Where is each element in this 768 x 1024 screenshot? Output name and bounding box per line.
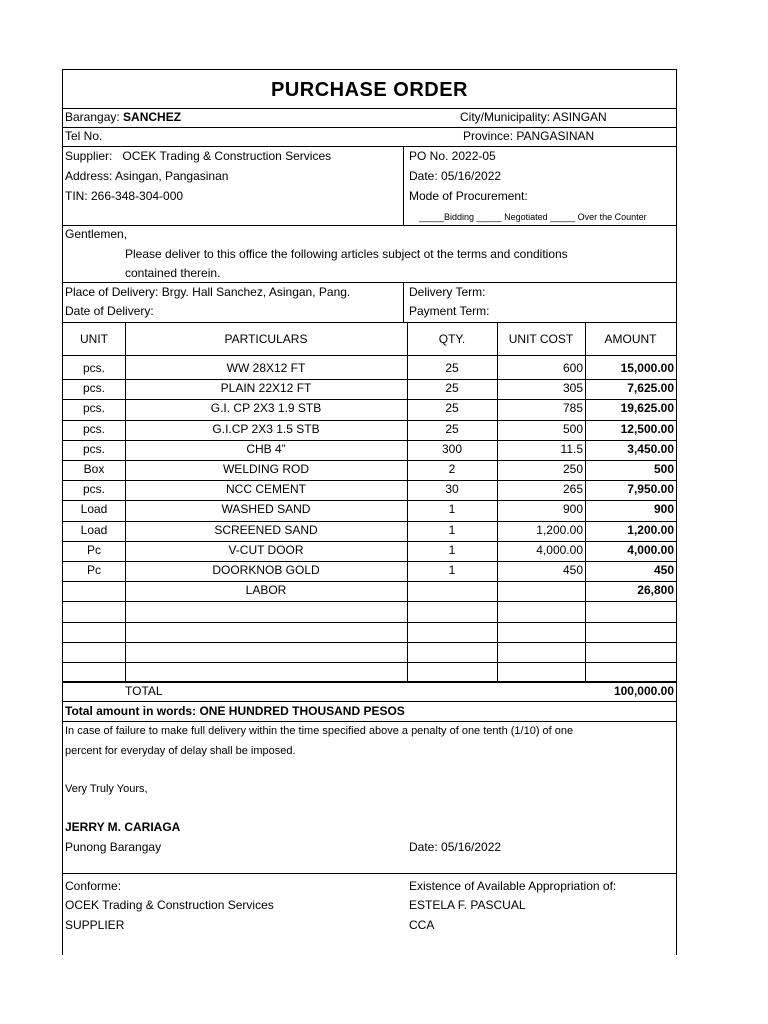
cell-qty: 1	[448, 563, 456, 577]
divider	[63, 127, 676, 128]
city-field: City/Municipality: ASINGAN	[460, 110, 607, 124]
date-of-delivery: Date of Delivery:	[65, 304, 154, 318]
conforme-company: OCEK Trading & Construction Services	[65, 898, 274, 912]
appropriation-label: Existence of Available Appropriation of:	[409, 879, 617, 893]
barangay-field	[65, 110, 181, 124]
cell-amount: 7,950.00	[627, 482, 674, 497]
salutation: Gentlemen,	[65, 227, 128, 241]
cell-cost: 250	[562, 462, 583, 476]
divider	[63, 146, 676, 147]
cell-unit: Pc	[86, 563, 101, 577]
procurement-mode-label: Mode of Procurement:	[409, 189, 528, 203]
cell-amount: 26,800	[637, 583, 674, 598]
cell-amount: 500	[653, 462, 674, 476]
supplier-label: Supplier:	[65, 149, 113, 163]
cell-item: CHB 4”	[246, 441, 286, 456]
cell-unit: Box	[83, 462, 105, 476]
cell-item: WASHED SAND	[221, 502, 311, 517]
cell-unit: pcs.	[82, 381, 105, 396]
signatory-title: Punong Barangay	[65, 840, 162, 854]
cell-qty: 1	[448, 542, 456, 557]
cell-unit: Pc	[86, 542, 101, 557]
province-field: Province: PANGASINAN	[463, 129, 595, 143]
penalty-clause-line-2: percent for everyday of delay shall be imposed.	[65, 745, 296, 757]
po-number: PO No. 2022-05	[409, 149, 496, 163]
cell-qty: 300	[441, 441, 463, 456]
delivery-term: Delivery Term:	[409, 285, 486, 299]
cell-qty: 25	[445, 381, 459, 396]
cell-unit: Load	[80, 522, 108, 537]
cell-item: G.I. CP 2X3 1.9 STB	[210, 401, 322, 416]
barangay-value: SANCHEZ	[123, 110, 182, 124]
divider	[63, 108, 676, 109]
column-header-unit-cost: UNIT COST	[508, 332, 574, 346]
cell-item: DOORKNOB GOLD	[212, 563, 320, 577]
appropriation-officer-title: CCA	[409, 918, 435, 932]
cell-amount: 12,500.00	[620, 421, 674, 436]
cell-unit: pcs.	[82, 401, 105, 416]
payment-term: Payment Term:	[409, 304, 490, 318]
divider	[403, 146, 404, 225]
appropriation-officer: ESTELA F. PASCUAL	[409, 898, 526, 912]
tel-field: Tel No.	[65, 129, 103, 143]
signatory-date: Date: 05/16/2022	[409, 840, 502, 854]
cell-qty: 25	[445, 361, 459, 375]
cell-cost: 500	[562, 421, 583, 436]
closing: Very Truly Yours,	[65, 783, 148, 795]
conforme-role: SUPPLIER	[65, 918, 125, 932]
cell-cost: 785	[562, 401, 583, 416]
amount-in-words: Total amount in words: ONE HUNDRED THOUSAND PESOS	[65, 704, 405, 718]
signatory-name: JERRY M. CARIAGA	[65, 820, 181, 834]
column-header-particulars: PARTICULARS	[224, 332, 308, 346]
cell-amount: 900	[653, 502, 674, 517]
cell-amount: 4,000.00	[627, 542, 674, 557]
cell-amount: 1,200.00	[627, 522, 674, 537]
cell-unit: pcs.	[82, 361, 105, 375]
cell-amount: 3,450.00	[627, 441, 674, 456]
cell-amount: 19,625.00	[620, 401, 674, 416]
column-header-qty: QTY.	[438, 332, 466, 346]
supplier-field	[65, 149, 331, 163]
cell-item: PLAIN 22X12 FT	[220, 381, 312, 396]
procurement-options: _____Bidding _____ Negotiated _____ Over the Counter	[419, 212, 647, 222]
cell-cost: 1,200.00	[536, 522, 583, 537]
cell-item: WELDING ROD	[222, 462, 309, 476]
cell-unit: pcs.	[82, 421, 105, 436]
conforme-label: Conforme:	[65, 879, 122, 893]
cell-unit: pcs.	[82, 441, 105, 456]
divider	[403, 282, 404, 322]
cell-cost: 305	[562, 381, 583, 396]
cell-unit: Load	[80, 502, 108, 517]
divider	[63, 721, 676, 722]
page-title: PURCHASE ORDER	[270, 79, 469, 101]
po-date: Date: 05/16/2022	[409, 169, 502, 183]
divider	[63, 282, 676, 283]
cell-cost: 265	[562, 482, 583, 497]
column-header-amount: AMOUNT	[604, 332, 657, 346]
cell-item: LABOR	[245, 583, 287, 598]
divider	[63, 225, 676, 226]
barangay-label: Barangay:	[65, 110, 120, 124]
cell-qty: 1	[448, 502, 456, 517]
cell-qty: 25	[445, 421, 459, 436]
penalty-clause-line-1: In case of failure to make full delivery within the time specified above a penalty of one tenth (1/10) of one	[65, 725, 574, 737]
total-label: TOTAL	[125, 684, 163, 698]
cell-qty: 1	[448, 522, 456, 537]
cell-cost: 11.5	[560, 441, 583, 456]
greeting-line-2: contained therein.	[125, 266, 221, 280]
place-of-delivery: Place of Delivery: Brgy. Hall Sanchez, Asingan, Pang.	[65, 285, 351, 299]
cell-qty: 2	[448, 462, 456, 476]
cell-amount: 7,625.00	[627, 381, 674, 396]
total-amount: 100,000.00	[613, 684, 674, 698]
cell-cost: 4,000.00	[536, 542, 583, 557]
cell-cost: 900	[562, 502, 583, 517]
cell-item: WW 28X12 FT	[226, 361, 306, 375]
supplier-name: OCEK Trading & Construction Services	[122, 149, 332, 163]
cell-qty: 25	[445, 401, 459, 416]
supplier-tin: TIN: 266-348-304-000	[65, 189, 184, 203]
cell-unit: pcs.	[82, 482, 105, 497]
supplier-address: Address: Asingan, Pangasinan	[65, 169, 229, 183]
divider	[63, 873, 676, 874]
cell-item: G.I.CP 2X3 1.5 STB	[212, 421, 320, 436]
cell-item: SCREENED SAND	[214, 522, 318, 537]
column-header-unit: UNIT	[80, 332, 108, 346]
cell-amount: 15,000.00	[620, 361, 674, 375]
cell-cost: 450	[562, 563, 583, 577]
cell-qty: 30	[445, 482, 459, 497]
divider	[63, 701, 676, 702]
cell-item: NCC CEMENT	[226, 482, 306, 497]
cell-cost: 600	[562, 361, 583, 375]
purchase-order-sheet	[62, 69, 677, 955]
cell-amount: 450	[653, 563, 674, 577]
cell-item: V-CUT DOOR	[228, 542, 304, 557]
greeting-line-1: Please deliver to this office the following articles subject ot the terms and conditions	[125, 247, 568, 261]
